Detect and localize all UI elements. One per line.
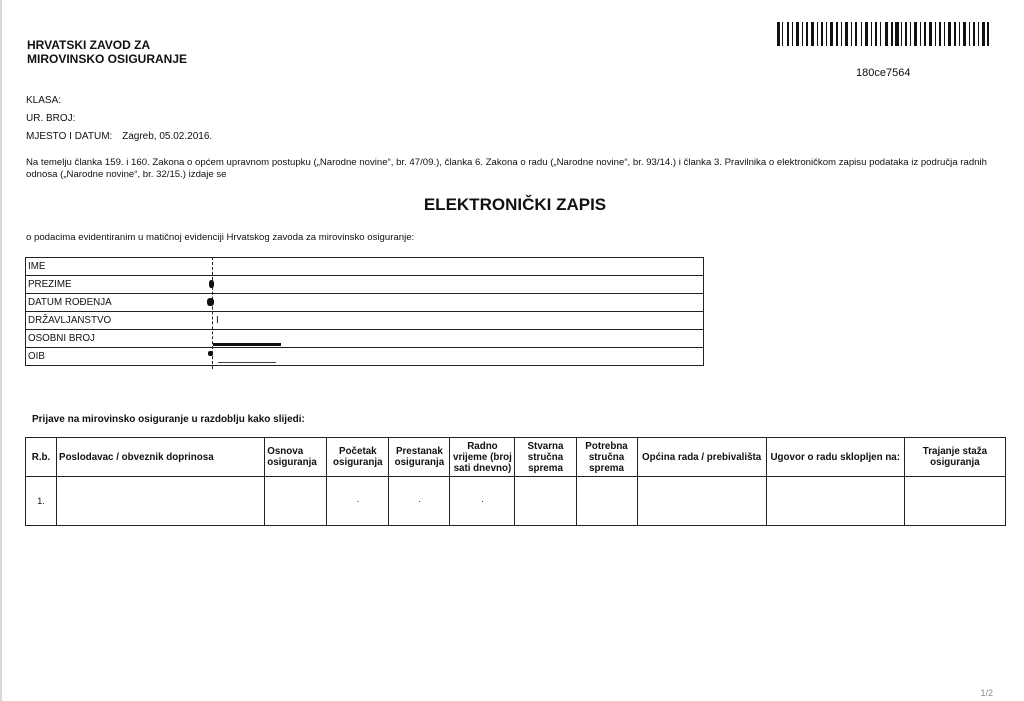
legal-basis-text: Na temelju članka 159. i 160. Zakona o općem upravnom postupku („Narodne novine“, br. 47/09.), članka 6. Zakona o radu („Narodne novine“, br. 93/14.) i članka 3. Pravilnika o elektroničkom zapisu podataka iz područja radnih odnosa („Narodne novine“, br. 32/15.) izdaje se: [26, 157, 987, 180]
issuer-line-2: MIROVINSKO OSIGURANJE: [27, 52, 188, 66]
section-title: Prijave na mirovinsko osiguranje u razdoblju kako slijedi:: [32, 414, 305, 425]
table-cell: [904, 477, 1005, 526]
document-code: 180ce7564: [856, 67, 911, 79]
row-value-prezime: [214, 276, 704, 294]
table-row: [26, 348, 704, 366]
row-label-ime: IME: [26, 258, 215, 276]
table-row: [26, 477, 1006, 526]
redaction-mark: [213, 343, 281, 346]
klasa-label: KLASA:: [26, 95, 62, 106]
redaction-mark: [207, 298, 214, 306]
column-header: Poslodavac / obveznik doprinosa: [57, 438, 265, 477]
table-row: [26, 312, 704, 330]
column-header: Osnova osiguranja: [265, 438, 327, 477]
place-date-value: Zagreb, 05.02.2016.: [122, 131, 213, 142]
column-header: R.b.: [26, 438, 57, 477]
place-date-label: MJESTO I DATUM:: [26, 131, 113, 142]
document-title: ELEKTRONIČKI ZAPIS: [423, 195, 607, 214]
page-left-edge: [0, 0, 2, 701]
redaction-mark: [209, 280, 214, 288]
redaction-mark: [208, 351, 213, 356]
row-label-osobni-broj: OSOBNI BROJ: [26, 330, 215, 348]
column-header: Ugovor o radu sklopljen na:: [766, 438, 904, 477]
row-value-osobni-broj: [214, 330, 704, 348]
column-header: Općina rada / prebivališta: [637, 438, 766, 477]
table-cell: ·: [450, 477, 515, 526]
table-cell: [576, 477, 637, 526]
column-header: Stvarna stručna sprema: [515, 438, 576, 477]
column-header: Potrebna stručna sprema: [576, 438, 637, 477]
row-label-datum-rodenja: DATUM ROĐENJA: [26, 294, 215, 312]
ur-broj-label: UR. BROJ:: [26, 113, 76, 124]
table-cell: ·: [389, 477, 450, 526]
row-label-prezime: PREZIME: [26, 276, 215, 294]
table-cell: [265, 477, 327, 526]
row-value-oib: [214, 348, 704, 366]
table-row: [26, 258, 704, 276]
table-cell: [637, 477, 766, 526]
redaction-mark: [218, 362, 276, 363]
personal-data-table: [25, 257, 704, 366]
table-header-row: [26, 438, 1006, 477]
table-cell: [57, 477, 265, 526]
column-header: Početak osiguranja: [327, 438, 389, 477]
table-cell: ·: [327, 477, 389, 526]
row-value-datum-rodenja: [214, 294, 704, 312]
issuer-line-1: HRVATSKI ZAVOD ZA: [27, 38, 151, 52]
table-cell: [766, 477, 904, 526]
table-cell: 1.: [26, 477, 57, 526]
row-value-ime: [214, 258, 704, 276]
issuer-name: [27, 38, 187, 66]
registrations-table: [25, 437, 1006, 526]
row-label-oib: OIB: [26, 348, 215, 366]
table-row: [26, 330, 704, 348]
table-row: [26, 276, 704, 294]
table-cell: [515, 477, 576, 526]
column-header: Trajanje staža osiguranja: [904, 438, 1005, 477]
place-date-row: [26, 131, 212, 142]
barcode-icon: [777, 22, 989, 46]
record-description: o podacima evidentiranim u matičnoj evidenciji Hrvatskog zavoda za mirovinsko osiguranje:: [26, 232, 415, 243]
row-label-drzavljanstvo: DRŽAVLJANSTVO: [26, 312, 215, 330]
table-row: [26, 294, 704, 312]
row-value-drzavljanstvo: I: [214, 312, 704, 330]
page-indicator: 1/2: [980, 688, 993, 698]
column-header: Prestanak osiguranja: [389, 438, 450, 477]
column-header: Radno vrijeme (broj sati dnevno): [450, 438, 515, 477]
